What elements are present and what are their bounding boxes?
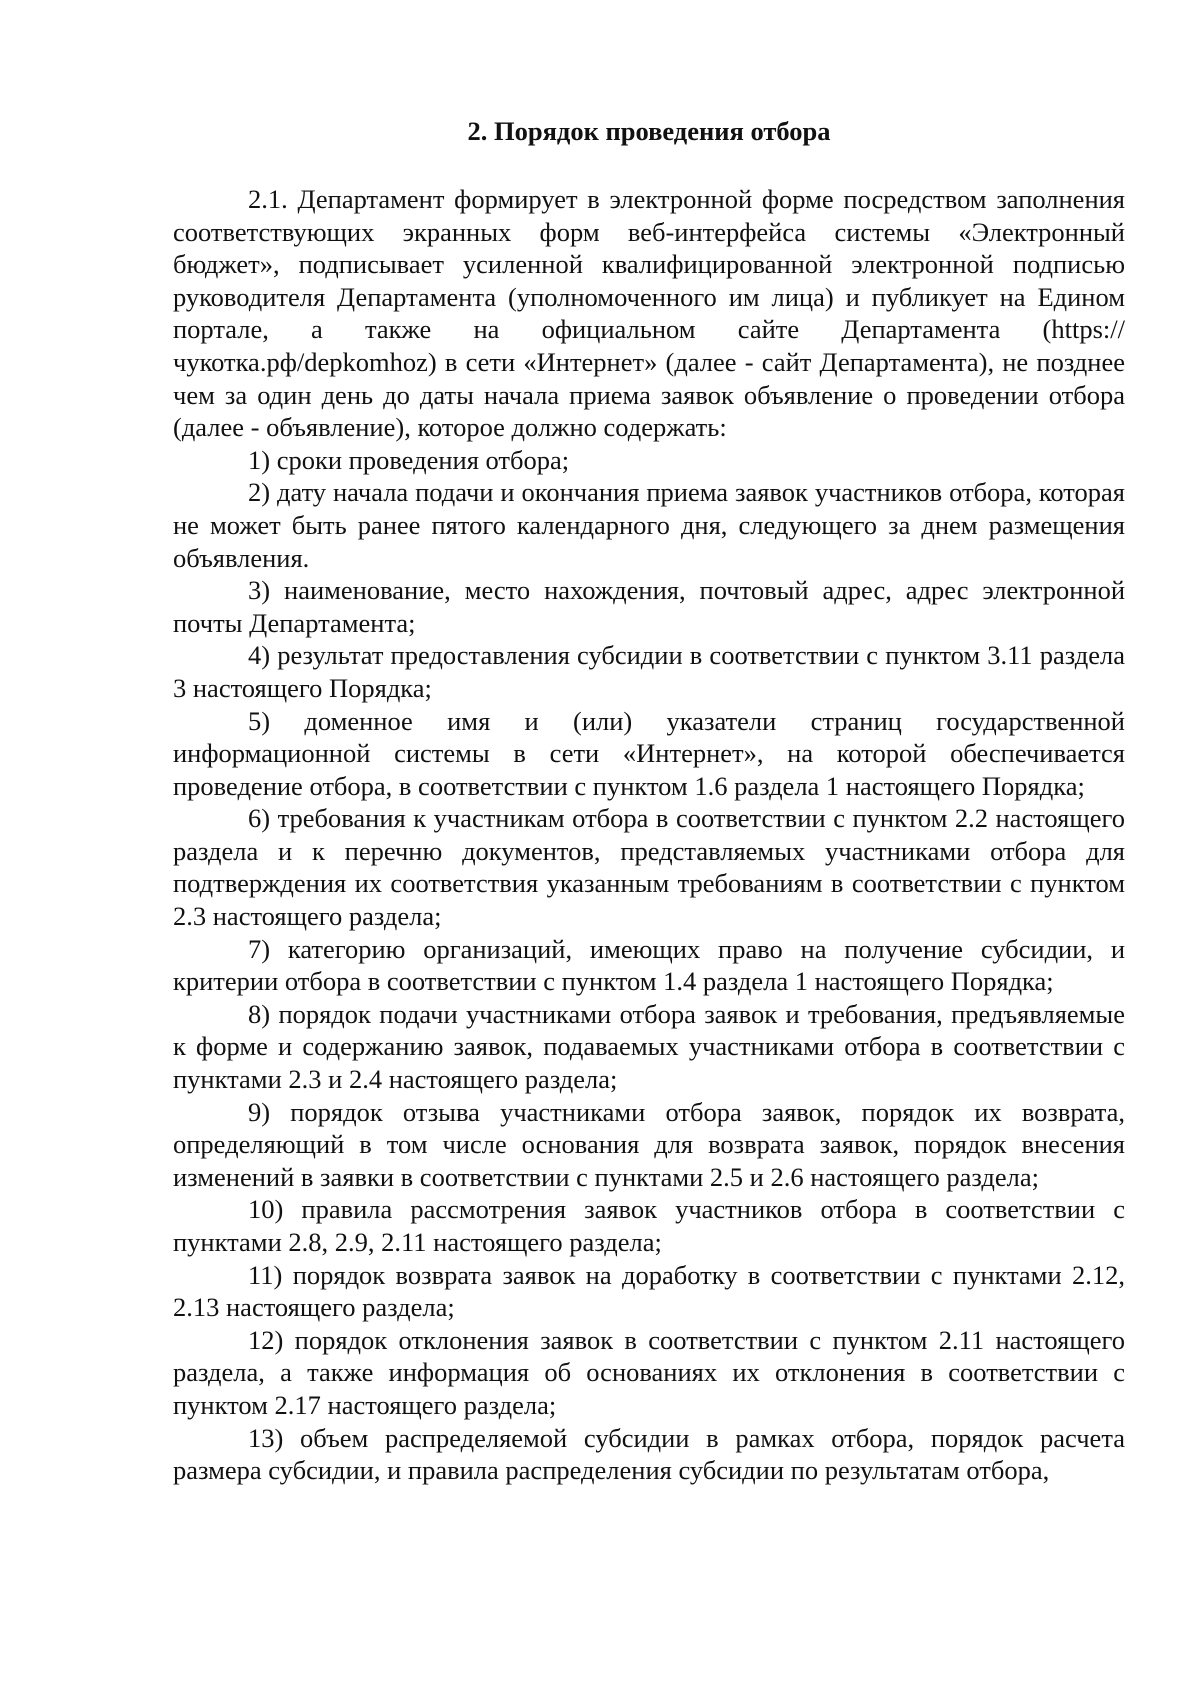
list-item-1: 1) сроки проведения отбора;	[248, 444, 570, 475]
document-body	[173, 115, 1125, 1487]
list-item-3: 3) наименование, место нахождения, почтовый адрес, адрес электронной почты Департамента;	[173, 575, 1125, 638]
paragraph-2-1: 2.1. Департамент формирует в электронной форме посредством заполнения соответствующих экранных форм веб-интерфейса системы «Электронный бюджет», подписывает усиленной квалифицированной электронной подписью руководителя Департамента (уполномоченного им лица) и публикует на Едином портале, а также на официальном сайте Департамента (https://чукотка.рф/depkomhoz) в сети «Интернет» (далее - сайт Департамента), не позднее чем за один день до даты начала приема заявок объявление о проведении отбора (далее - объявление), которое должно содержать:	[173, 184, 1125, 443]
list-item-8: 8) порядок подачи участниками отбора заявок и требования, предъявляемые к форме и содержанию заявок, подаваемых участниками отбора в соответствии с пунктами 2.3 и 2.4 настоящего раздела;	[173, 998, 1125, 1095]
list-item-4: 4) результат предоставления субсидии в соответствии с пунктом 3.11 раздела 3 настоящего Порядка;	[173, 640, 1125, 703]
list-item-11: 11) порядок возврата заявок на доработку в соответствии с пунктами 2.12, 2.13 настоящего раздела;	[173, 1259, 1125, 1323]
list-item-13: 13) объем распределяемой субсидии в рамках отбора, порядок расчета размера субсидии, и правила распределения субсидии по результатам отбора,	[173, 1422, 1125, 1486]
list-item-7: 7) категорию организаций, имеющих право на получение субсидии, и критерии отбора в соответствии с пунктом 1.4 раздела 1 настоящего Порядка;	[173, 933, 1125, 997]
section-title: 2. Порядок проведения отбора	[467, 116, 831, 146]
list-item-6: 6) требования к участникам отбора в соответствии с пунктом 2.2 настоящего раздела и к перечню документов, представляемых участниками отбора для подтверждения их соответствия указанным требованиям в соответствии с пунктом 2.3 настоящего раздела;	[173, 803, 1125, 932]
list-item-2: 2) дату начала подачи и окончания приема заявок участников отбора, которая не может быть ранее пятого календарного дня, следующего за днем размещения объявления.	[173, 477, 1125, 573]
list-item-10: 10) правила рассмотрения заявок участников отбора в соответствии с пунктами 2.8, 2.9, 2.11 настоящего раздела;	[173, 1194, 1125, 1257]
list-item-12: 12) порядок отклонения заявок в соответствии с пунктом 2.11 настоящего раздела, а также информация об основаниях их отклонения в соответствии с пунктом 2.17 настоящего раздела;	[173, 1324, 1125, 1420]
list-item-5: 5) доменное имя и (или) указатели страниц государственной информационной системы в сети «Интернет», на которой обеспечивается проведение отбора, в соответствии с пунктом 1.6 раздела 1 настоящего Порядка;	[173, 705, 1125, 801]
list-item-9: 9) порядок отзыва участниками отбора заявок, порядок их возврата, определяющий в том числе основания для возврата заявок, порядок внесения изменений в заявки в соответствии с пунктами 2.5 и 2.6 настоящего раздела;	[173, 1096, 1125, 1192]
